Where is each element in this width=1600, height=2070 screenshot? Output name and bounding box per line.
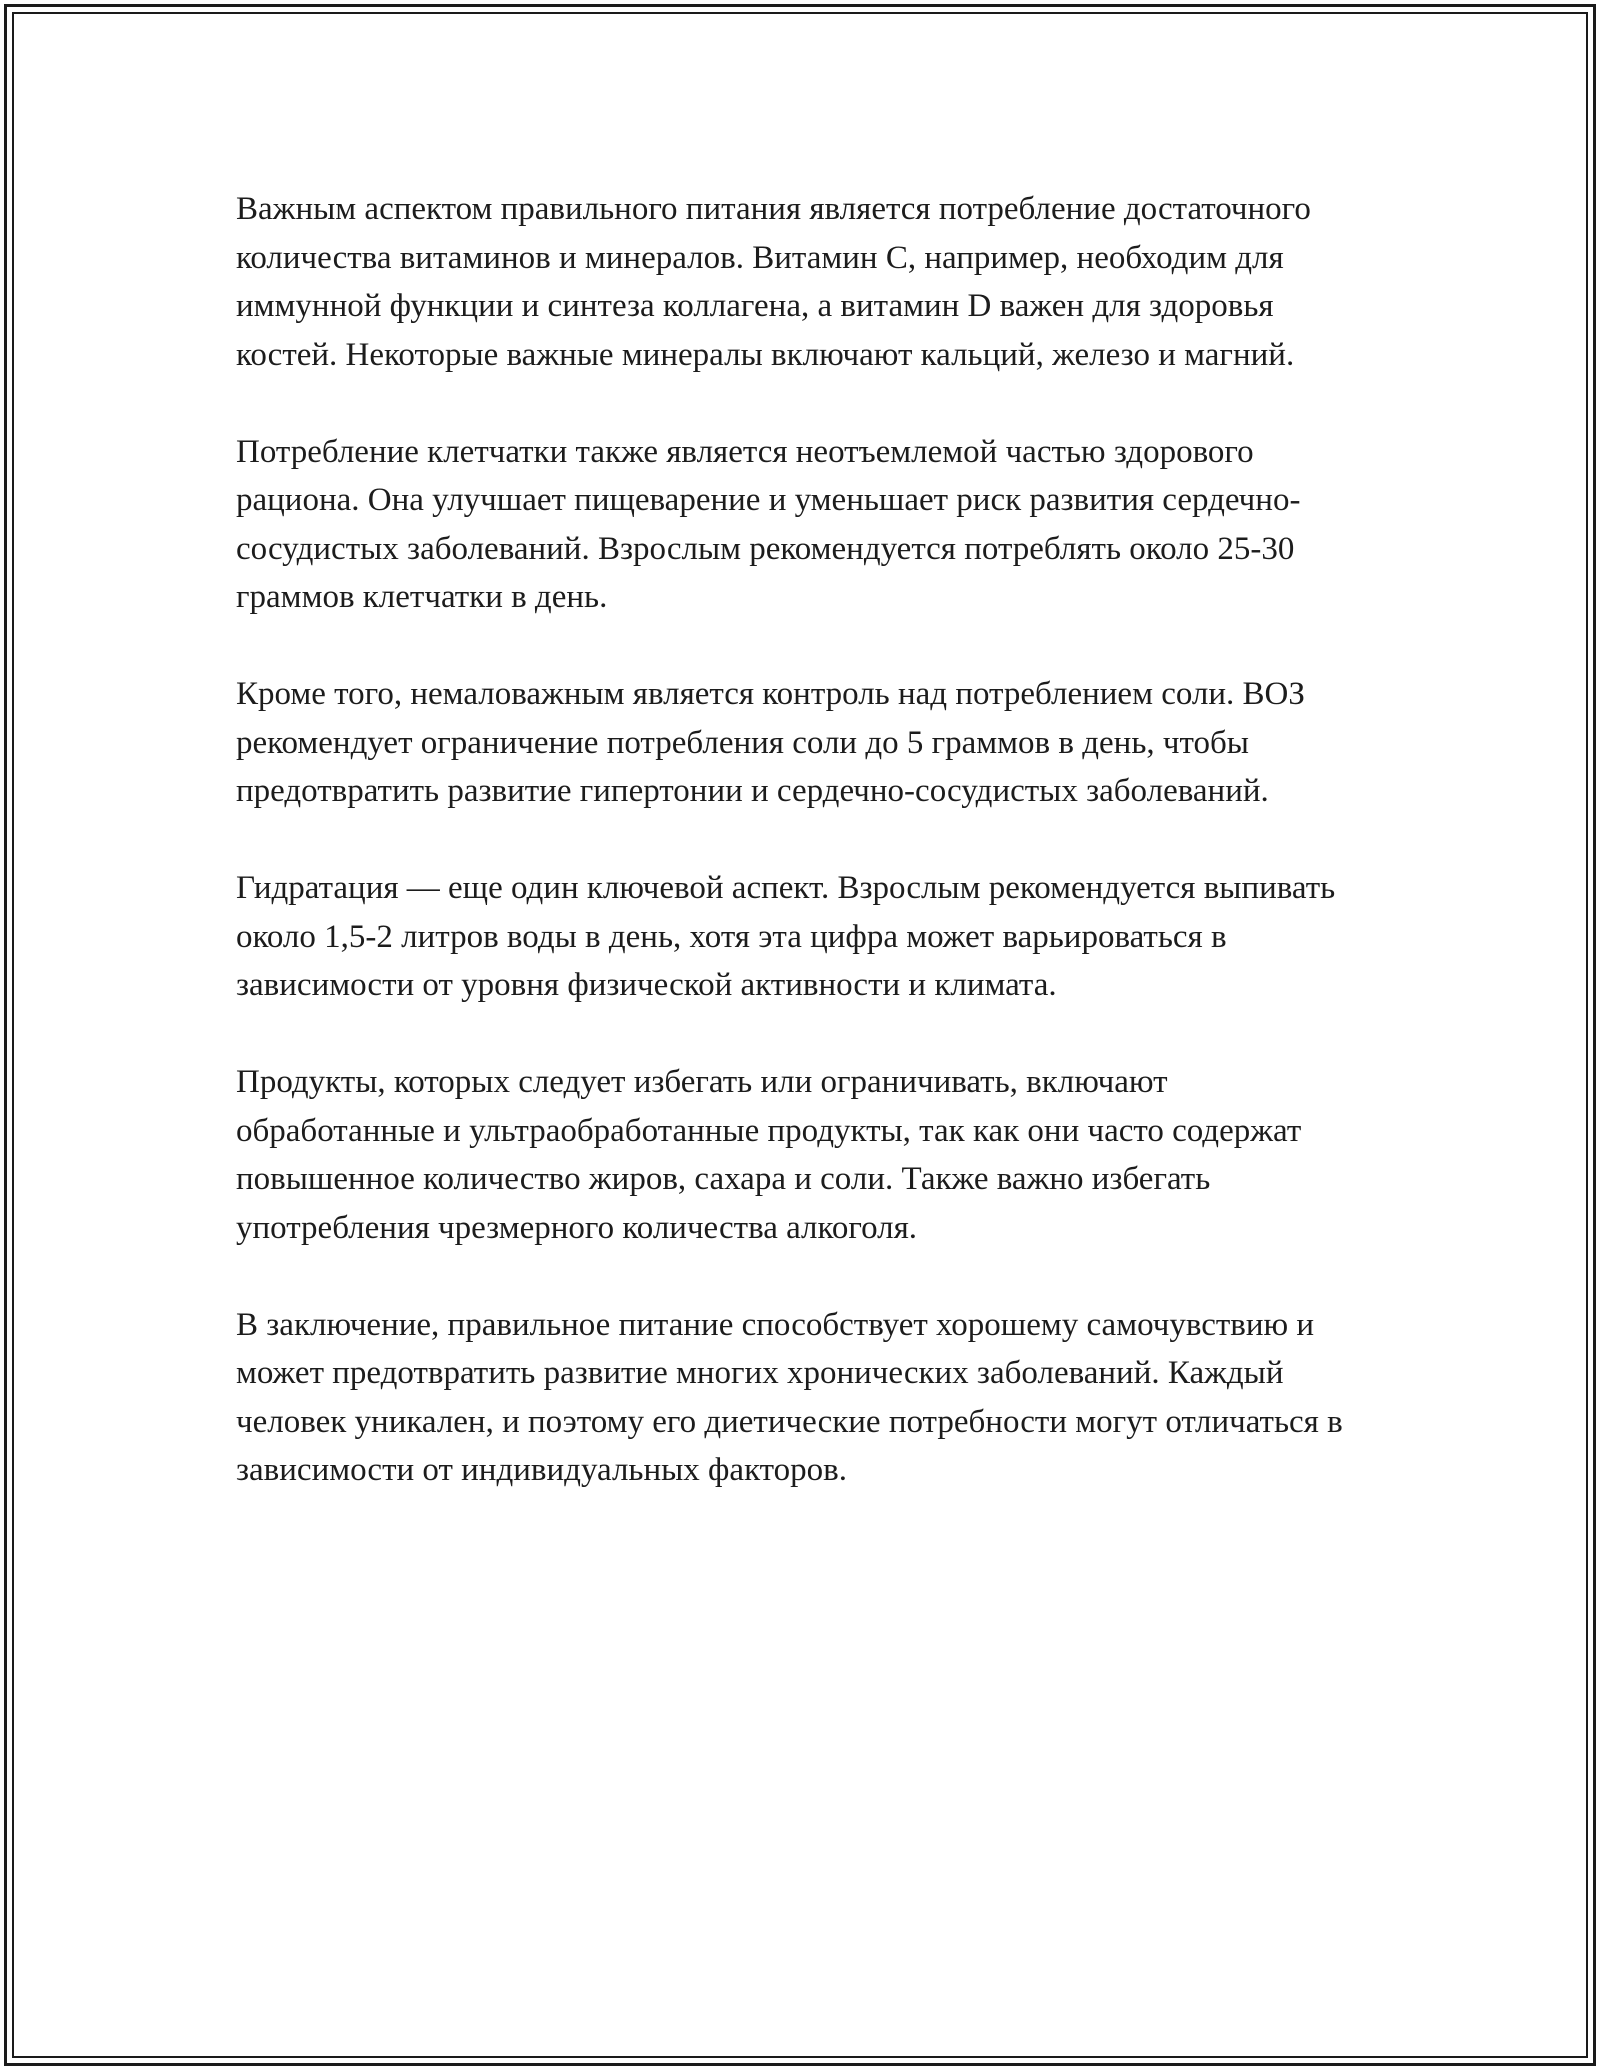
- paragraph-conclusion: В заключение, правильное питание способствует хорошему самочувствию и может предотвратить развитие многих хронических заболеваний. Каждый человек уникален, и поэтому его диетические потребности могут отличаться в зависимости от индивидуальных факторов.: [236, 1306, 1343, 1488]
- paragraph-hydration: Гидратация — еще один ключевой аспект. Взрослым рекомендуется выпивать около 1,5-2 литров воды в день, хотя эта цифра может варьироваться в зависимости от уровня физической активности и климата.: [236, 870, 1336, 1003]
- document-body: [236, 185, 1361, 1543]
- paragraph-foods-to-avoid: Продукты, которых следует избегать или ограничивать, включают обработанные и ультраобработанные продукты, так как они часто содержат повышенное количество жиров, сахара и соли. Также важно избегать употребления чрезмерного количества алкоголя.: [236, 1064, 1302, 1246]
- paragraph-vitamins: Важным аспектом правильного питания является потребление достаточного количества витаминов и минералов. Витамин C, например, необходим для иммунной функции и синтеза коллагена, а витамин D важен для здоровья костей. Некоторые важные минералы включают кальций, железо и магний.: [236, 191, 1311, 373]
- paragraph-fiber: Потребление клетчатки также является неотъемлемой частью здорового рациона. Она улучшает пищеварение и уменьшает риск развития сердечно-сосудистых заболеваний. Взрослым рекомендуется потреблять около 25-30 граммов клетчатки в день.: [236, 433, 1301, 615]
- paragraph-salt: Кроме того, немаловажным является контроль над потреблением соли. ВОЗ рекомендует ограничение потребления соли до 5 граммов в день, чтобы предотвратить развитие гипертонии и сердечно-сосудистых заболеваний.: [236, 676, 1305, 809]
